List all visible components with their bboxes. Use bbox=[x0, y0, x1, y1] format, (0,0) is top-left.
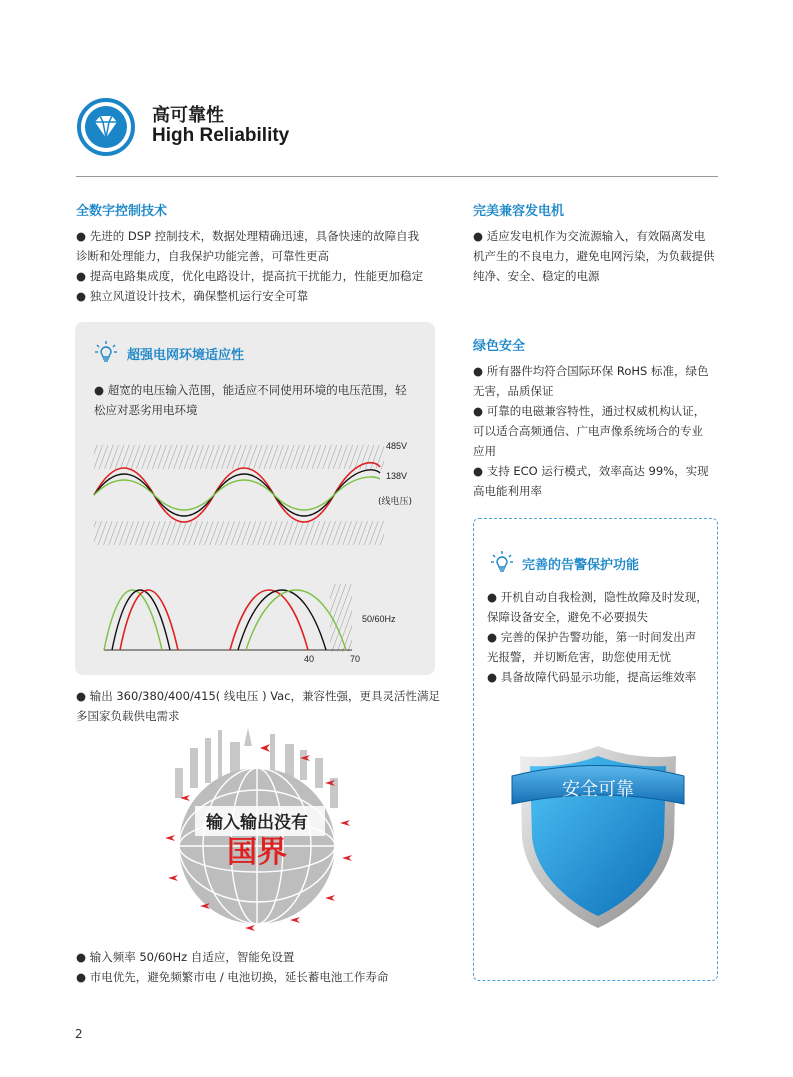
green-line: 高电能利用率 bbox=[473, 484, 542, 498]
bottom-line: ● 输入频率 50/60Hz 自适应，智能免设置 bbox=[76, 950, 295, 964]
frequency-range-graphic bbox=[90, 570, 430, 670]
tick-70: 70 bbox=[350, 654, 361, 664]
digital-line: ● 独立风道设计技术，确保整机运行安全可靠 bbox=[76, 289, 309, 303]
freq-band bbox=[330, 584, 352, 652]
shield-text: 安全可靠 bbox=[562, 779, 634, 800]
bottom-text bbox=[76, 947, 456, 987]
output-line: 多国家负载供电需求 bbox=[76, 709, 180, 723]
alarm-line: ● 开机自动自我检测，隐性故障及时发现， bbox=[487, 590, 708, 604]
alarm-text bbox=[487, 587, 712, 687]
globe-graphic bbox=[150, 728, 365, 943]
label-485v: 485V bbox=[386, 441, 408, 451]
alarm-line: ● 具备故障代码显示功能，提高运维效率 bbox=[487, 670, 697, 684]
generator-text bbox=[473, 226, 723, 286]
green-line: 可以适合高频通信、广电声像系统场合的专业 bbox=[473, 424, 703, 438]
alarm-title: 完善的告警保护功能 bbox=[522, 558, 640, 573]
grid-adapt-title: 超强电网环境适应性 bbox=[127, 348, 245, 363]
section-title-digital: 全数字控制技术 bbox=[76, 204, 168, 219]
high-voltage-band bbox=[94, 445, 384, 469]
green-line: 应用 bbox=[473, 444, 496, 458]
label-138v: 138V bbox=[386, 471, 408, 481]
green-line: ● 可靠的电磁兼容特性，通过权威机构认证， bbox=[473, 404, 706, 418]
freq-wave-black-2 bbox=[238, 590, 326, 650]
output-line: ● 输出 360/380/400/415( 线电压 ) Vac，兼容性强，更具灵活性满足 bbox=[76, 689, 441, 703]
green-text bbox=[473, 361, 723, 501]
lightbulb-icon bbox=[94, 340, 118, 364]
grid-adapt-line: 松应对恶劣用电环境 bbox=[94, 403, 198, 417]
label-50-60hz: 50/60Hz bbox=[362, 614, 396, 624]
globe-line1: 输入输出没有 bbox=[206, 813, 308, 833]
lightbulb-icon bbox=[490, 550, 514, 574]
page-title-zh: 高可靠性 bbox=[152, 105, 224, 126]
voltage-range-graphic bbox=[90, 435, 430, 555]
page-number: 2 bbox=[75, 1027, 83, 1041]
green-line: 无害，品质保证 bbox=[473, 384, 554, 398]
digital-line: ● 提高电路集成度，优化电路设计，提高抗干扰能力，性能更加稳定 bbox=[76, 269, 424, 283]
label-line-voltage: (线电压) bbox=[378, 497, 413, 507]
alarm-line: 保障设备安全，避免不必要损失 bbox=[487, 610, 648, 624]
tick-40: 40 bbox=[304, 654, 315, 664]
alarm-line: ● 完善的保护告警功能，第一时间发出声 bbox=[487, 630, 697, 644]
grid-adapt-line: ● 超宽的电压输入范围，能适应不同使用环境的电压范围，轻 bbox=[94, 383, 407, 397]
freq-wave-green-1 bbox=[104, 590, 162, 650]
alarm-line: 光报警，并切断危害，助您使用无忧 bbox=[487, 650, 671, 664]
low-voltage-band bbox=[94, 521, 384, 545]
output-text bbox=[76, 686, 456, 726]
shield-graphic bbox=[508, 742, 688, 932]
generator-line: ● 适应发电机作为交流源输入，有效隔离发电 bbox=[473, 229, 706, 243]
grid-adapt-text bbox=[94, 380, 424, 420]
wave-low bbox=[94, 477, 380, 510]
green-line: ● 支持 ECO 运行模式，效率高达 99%，实现 bbox=[473, 464, 709, 478]
generator-line: 机产生的不良电力，避免电网污染，为负载提供 bbox=[473, 249, 715, 263]
green-line: ● 所有器件均符合国际环保 RoHS 标准，绿色 bbox=[473, 364, 709, 378]
digital-line: ● 先进的 DSP 控制技术，数据处理精确迅速，具备快速的故障自我 bbox=[76, 229, 420, 243]
generator-line: 纯净、安全、稳定的电源 bbox=[473, 269, 600, 283]
diamond-icon bbox=[76, 97, 136, 157]
freq-wave-red-2 bbox=[230, 590, 308, 650]
digital-text bbox=[76, 226, 446, 306]
bottom-line: ● 市电优先，避免频繁市电 / 电池切换，延长蓄电池工作寿命 bbox=[76, 970, 389, 984]
section-title-green: 绿色安全 bbox=[473, 339, 526, 354]
section-title-generator: 完美兼容发电机 bbox=[473, 204, 565, 219]
globe-line2: 国界 bbox=[227, 835, 287, 870]
page-title-en: High Reliability bbox=[152, 125, 290, 146]
header-divider bbox=[76, 176, 718, 177]
digital-line: 诊断和处理能力，自我保护功能完善，可靠性更高 bbox=[76, 249, 329, 263]
